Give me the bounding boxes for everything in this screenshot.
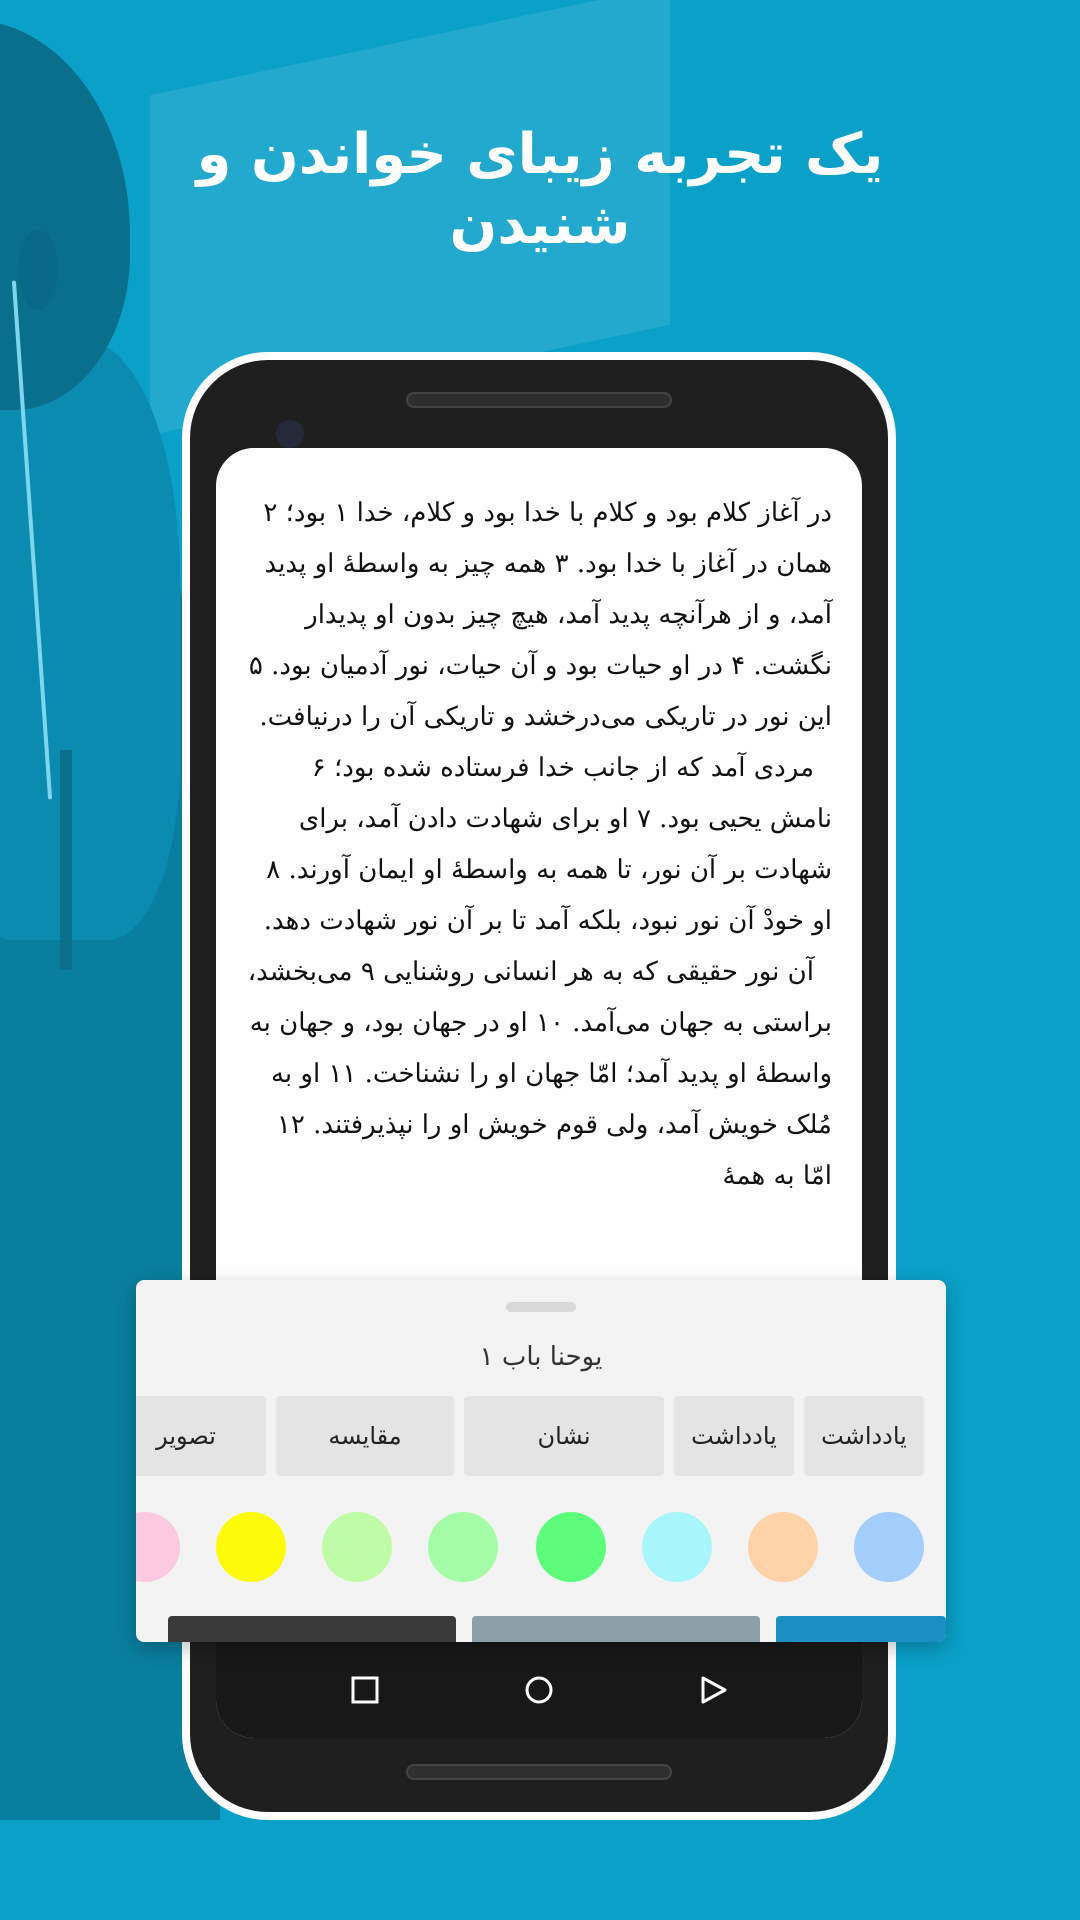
highlight-color-orange[interactable]	[748, 1512, 818, 1582]
image-button[interactable]: تصویر	[136, 1396, 266, 1476]
highlight-color-cyan[interactable]	[642, 1512, 712, 1582]
note-button-2[interactable]: یادداشت	[674, 1396, 794, 1476]
background-earphone	[18, 230, 58, 310]
bookmark-button[interactable]: نشان	[464, 1396, 664, 1476]
bottom-speaker	[406, 1764, 672, 1780]
back-icon[interactable]	[696, 1673, 730, 1707]
image-thumbnail[interactable]	[472, 1616, 760, 1642]
highlight-color-picker	[136, 1512, 946, 1584]
note-button[interactable]: یادداشت	[804, 1396, 924, 1476]
android-nav-bar	[216, 1642, 862, 1738]
background-person-collar	[0, 340, 180, 940]
compare-button[interactable]: مقایسه	[276, 1396, 454, 1476]
recents-icon[interactable]	[348, 1673, 382, 1707]
highlight-color-lime[interactable]	[322, 1512, 392, 1582]
headline: یک تجربه زیبای خواندن و شنیدن	[196, 122, 884, 257]
top-speaker	[406, 392, 672, 408]
sheet-drag-handle[interactable]	[506, 1302, 576, 1312]
verse-action-sheet	[136, 1280, 946, 1642]
highlight-color-yellow[interactable]	[216, 1512, 286, 1582]
highlight-color-green[interactable]	[536, 1512, 606, 1582]
image-thumbnail[interactable]	[168, 1616, 456, 1642]
reader-paragraph[interactable]: مردی آمد که از جانب خدا فرستاده شده بود؛ ۶ نامش یحیی بود. ۷ او برای شهادت دادن آمد، برای شهادت بر آن نور، تا همه به واسطهٔ او ایمان آورند. ۸ او خودْ آن نور نبود، بلکه آمد تا بر آن نور شهادت دهد.	[263, 753, 832, 936]
highlight-color-pink[interactable]	[136, 1512, 180, 1582]
background-zipper	[60, 750, 72, 970]
action-buttons	[136, 1396, 924, 1476]
sheet-title: یوحنا باب ۱	[479, 1342, 603, 1372]
image-thumbnails	[136, 1616, 946, 1642]
home-icon[interactable]	[522, 1673, 556, 1707]
reader-paragraph[interactable]: آن نور حقیقی که به هر انسانی روشنایی ۹ می‌بخشد، براستی به جهان می‌آمد. ۱۰ او در جهان بود، و جهان به واسطهٔ او پدید آمد؛ امّا جهان او را نشناخت. ۱۱ او به مُلک خویش آمد، ولی قوم خویش او را نپذیرفتند. ۱۲ امّا به همهٔ	[247, 957, 832, 1191]
highlight-color-light-green[interactable]	[428, 1512, 498, 1582]
front-camera	[276, 420, 304, 448]
reader-paragraph[interactable]: در آغاز کلام بود و کلام با خدا بود و کلام، خدا ۱ بود؛ ۲ همان در آغاز با خدا بود. ۳ همه چیز به واسطهٔ او پدید آمد، و از هرآنچه پدید آمد، هیچ چیز بدون او پدیدار نگشت. ۴ در او حیات بود و آن حیات، نور آدمیان بود. ۵ این نور در تاریکی می‌درخشد و تاریکی آن را درنیافت.	[248, 498, 832, 732]
bible-reader[interactable]	[216, 448, 862, 1202]
image-thumbnail[interactable]	[776, 1616, 946, 1642]
highlight-color-blue[interactable]	[854, 1512, 924, 1582]
